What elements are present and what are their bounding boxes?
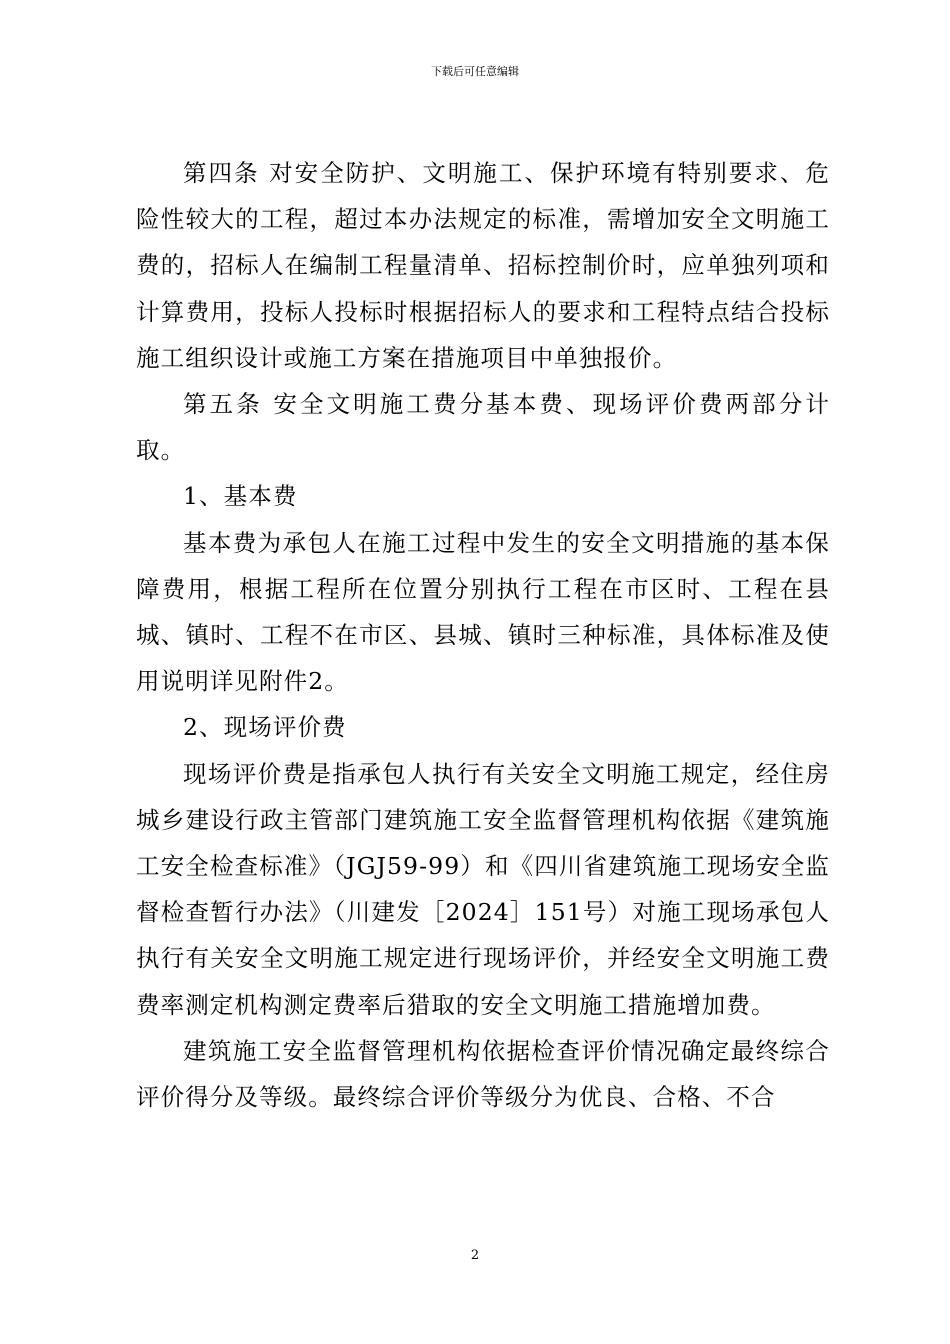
paragraph-basic-fee: 基本费为承包人在施工过程中发生的安全文明措施的基本保障费用，根据工程所在位置分别执行工程在市区时、工程在县城、镇时、工程不在市区、县城、镇时三种标准，具体标准及使用说明详见附件2。 [136, 528, 830, 696]
paragraph-article-5: 第五条 安全文明施工费分基本费、现场评价费两部分计取。 [136, 390, 830, 465]
page-number: 2 [470, 1248, 480, 1263]
page-header: 下载后可任意编辑 [431, 65, 519, 78]
paragraph-evaluation-grade: 建筑施工安全监督管理机构依据检查评价情况确定最终综合评价得分及等级。最终综合评价等级分为优良、合格、不合 [136, 1036, 830, 1112]
heading-site-evaluation-fee: 2、现场评价费 [183, 713, 347, 742]
heading-basic-fee: 1、基本费 [183, 482, 298, 511]
paragraph-article-4: 第四条 对安全防护、文明施工、保护环境有特别要求、危险性较大的工程，超过本办法规定的标准，需增加安全文明施工费的，招标人在编制工程量清单、招标控制价时，应单独列项和计算费用，投标人投标时根据招标人的要求和工程特点结合投标施工组织设计或施工方案在措施项目中单独报价。 [136, 159, 830, 372]
document-body [136, 150, 830, 1120]
paragraph-site-evaluation-fee: 现场评价费是指承包人执行有关安全文明施工规定，经住房城乡建设行政主管部门建筑施工安全监督管理机构依据《建筑施工安全检查标准》（JGJ59-99）和《四川省建筑施工现场安全监督检查暂行办法》（川建发［2024］151号）对施工现场承包人执行有关安全文明施工规定进行现场评价，并经安全文明施工费费率测定机构测定费率后猎取的安全文明施工措施增加费。 [136, 759, 830, 1019]
